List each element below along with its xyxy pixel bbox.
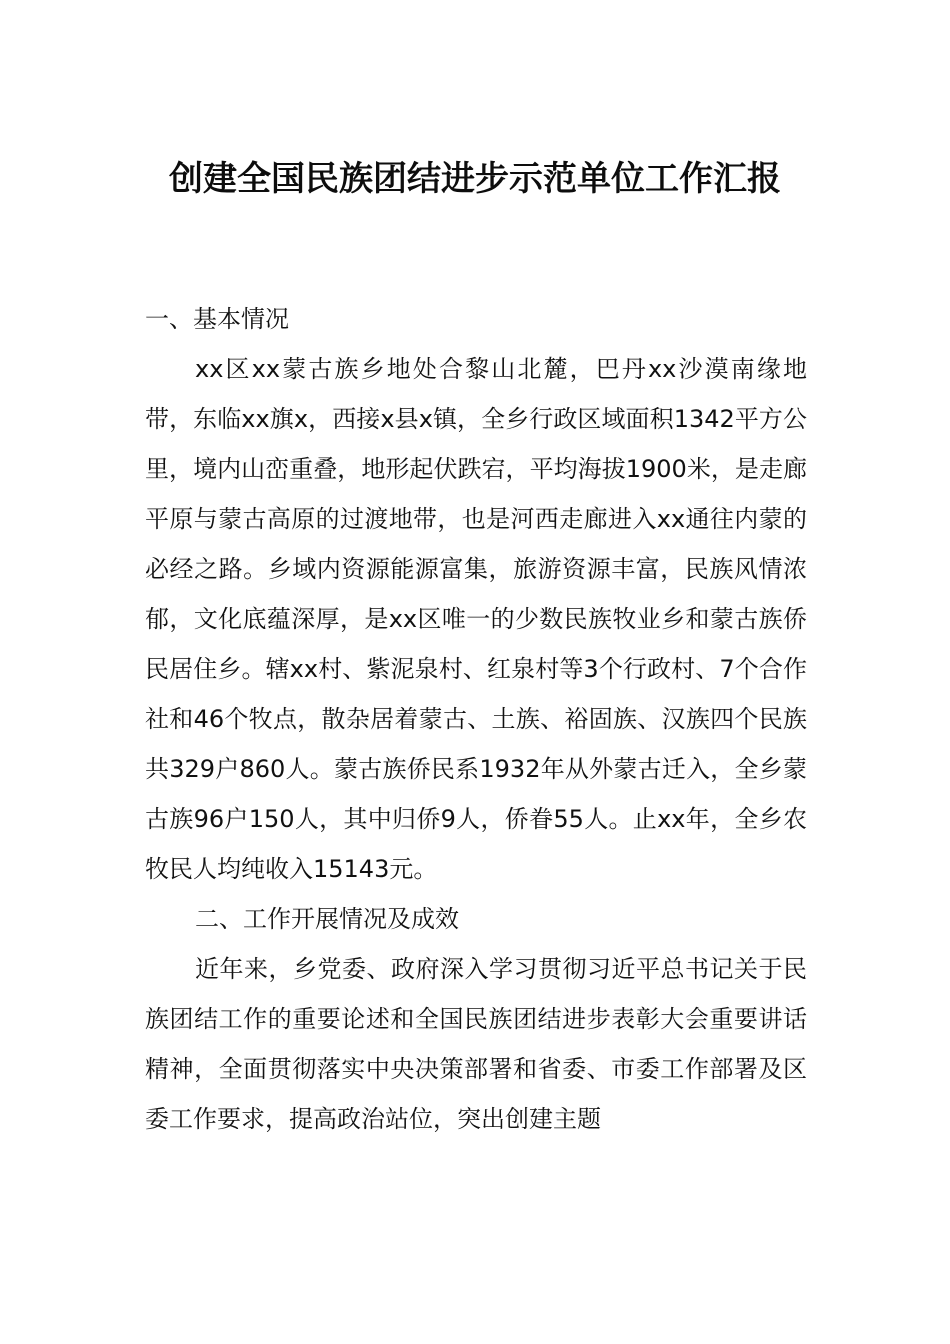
document-body — [145, 294, 807, 1144]
paragraph-work-progress: 近年来，乡党委、政府深入学习贯彻习近平总书记关于民族团结工作的重要论述和全国民族团结进步表彰大会重要讲话精神，全面贯彻落实中央决策部署和省委、市委工作部署及区委工作要求，提高政治站位，突出创建主题 — [145, 955, 807, 1133]
section-heading-basic-situation: 一、基本情况 — [145, 305, 289, 333]
paragraph-basic-situation: xx区xx蒙古族乡地处合黎山北麓，巴丹xx沙漠南缘地带，东临xx旗x，西接x县x镇，全乡行政区域面积1342平方公里，境内山峦重叠，地形起伏跌宕，平均海拔1900米，是走廊平原与蒙古高原的过渡地带，也是河西走廊进入xx通往内蒙的必经之路。乡域内资源能源富集，旅游资源丰富，民族风情浓郁，文化底蕴深厚，是xx区唯一的少数民族牧业乡和蒙古族侨民居住乡。辖xx村、紫泥泉村、红泉村等3个行政村、7个合作社和46个牧点，散杂居着蒙古、土族、裕固族、汉族四个民族共329户860人。蒙古族侨民系1932年从外蒙古迁入，全乡蒙古族96户150人，其中归侨9人，侨眷55人。止xx年，全乡农牧民人均纯收入15143元。 — [145, 355, 807, 883]
section-heading-work-progress: 二、工作开展情况及成效 — [195, 905, 459, 933]
document-title: 创建全国民族团结进步示范单位工作汇报 — [169, 159, 781, 199]
